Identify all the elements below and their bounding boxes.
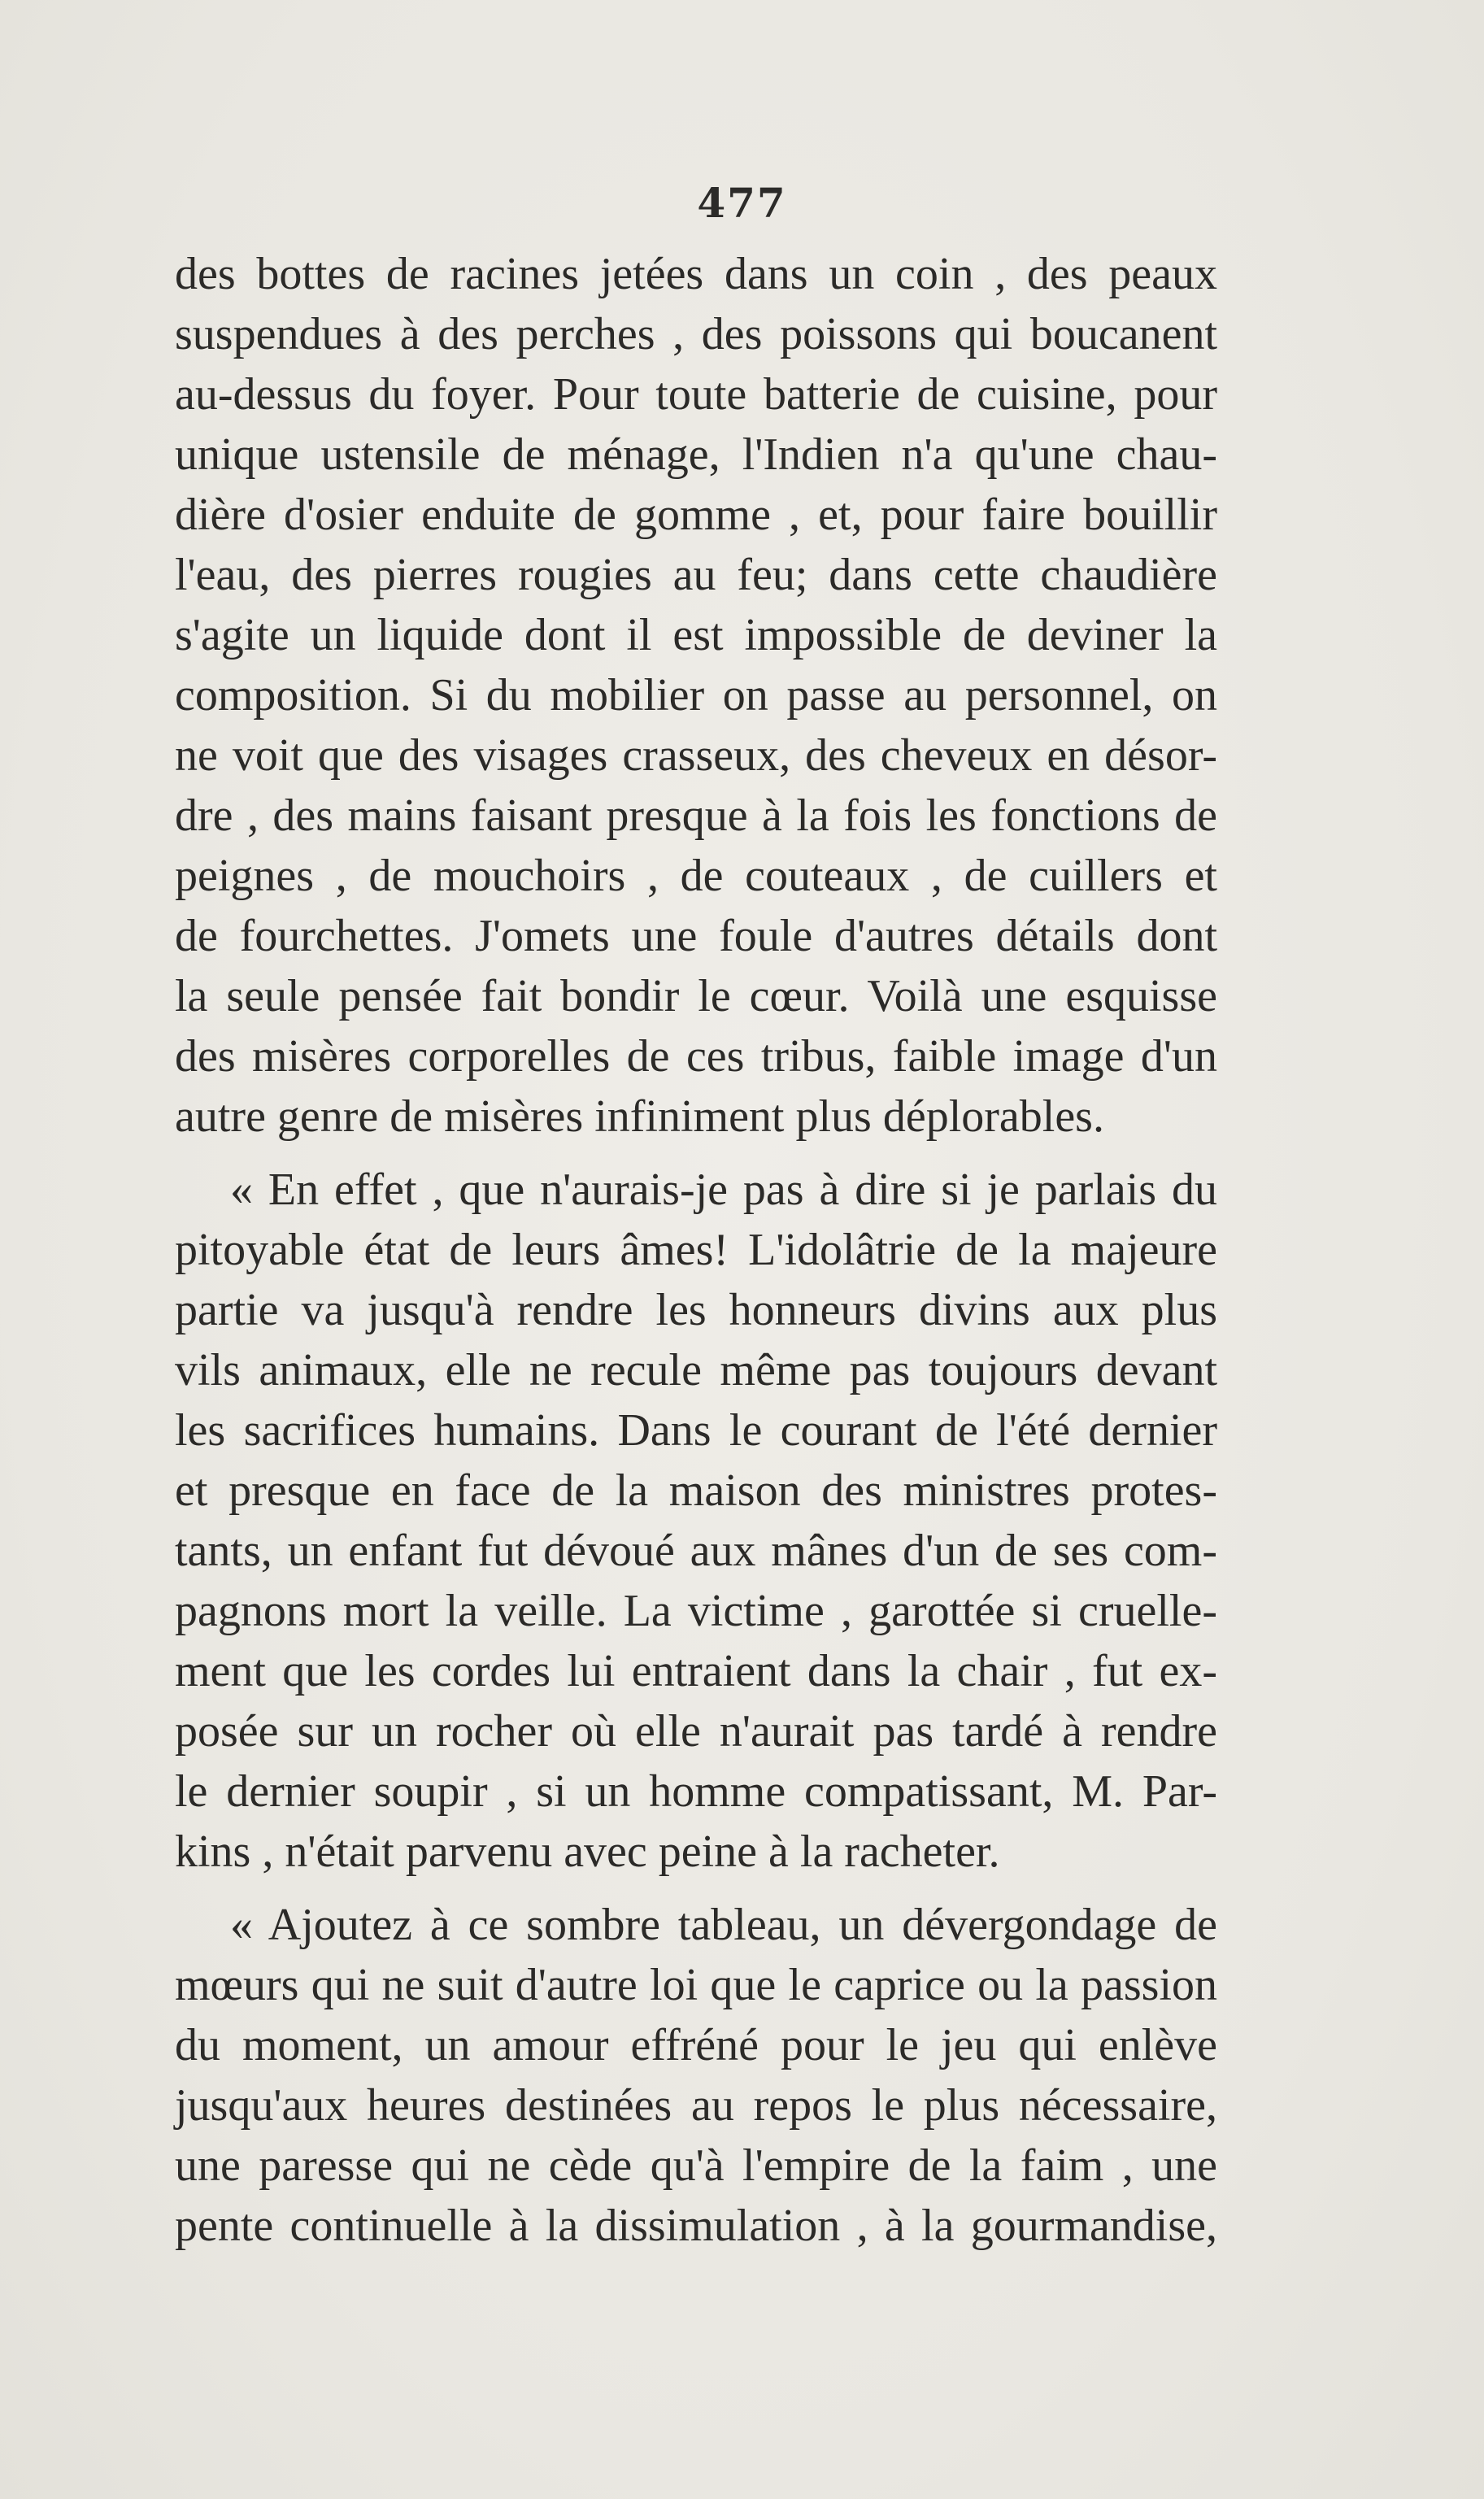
- text-line: pagnons mort la veille. La victime , garottée si cruelle-: [175, 1586, 1217, 1636]
- text-line: kins , n'était parvenu avec peine à la racheter.: [175, 1826, 1000, 1877]
- paragraph-3: [175, 1895, 1217, 2256]
- paragraph-2: [175, 1160, 1217, 1882]
- text-line: des bottes de racines jetées dans un coin , des peaux: [175, 249, 1217, 299]
- text-line: du moment, un amour effréné pour le jeu qui enlève: [175, 2020, 1217, 2070]
- text-line: unique ustensile de ménage, l'Indien n'a qu'une chau-: [175, 429, 1217, 480]
- text-line: et presque en face de la maison des ministres protes-: [175, 1465, 1217, 1516]
- page-number: 477: [697, 179, 787, 227]
- text-line: posée sur un rocher où elle n'aurait pas tardé à rendre: [175, 1706, 1217, 1757]
- text-line: jusqu'aux heures destinées au repos le plus nécessaire,: [175, 2080, 1217, 2131]
- text-line: la seule pensée fait bondir le cœur. Voilà une esquisse: [175, 971, 1217, 1021]
- text-line: les sacrifices humains. Dans le courant de l'été dernier: [175, 1405, 1217, 1456]
- text-line: vils animaux, elle ne recule même pas toujours devant: [175, 1345, 1217, 1395]
- text-line: l'eau, des pierres rougies au feu; dans cette chaudière: [175, 550, 1217, 600]
- text-line: ne voit que des visages crasseux, des cheveux en désor-: [175, 730, 1217, 781]
- text-line: ment que les cordes lui entraient dans la chair , fut ex-: [175, 1646, 1217, 1696]
- text-line: pitoyable état de leurs âmes! L'idolâtrie de la majeure: [175, 1225, 1217, 1275]
- text-line: de fourchettes. J'omets une foule d'autres détails dont: [175, 911, 1217, 961]
- text-line: autre genre de misères infiniment plus déplorables.: [175, 1091, 1104, 1142]
- text-line: mœurs qui ne suit d'autre loi que le caprice ou la passion: [175, 1960, 1217, 2010]
- text-line: dière d'osier enduite de gomme , et, pour faire bouillir: [175, 490, 1217, 540]
- text-line: pente continuelle à la dissimulation , à la gourmandise,: [175, 2201, 1217, 2251]
- text-line: « En effet , que n'aurais-je pas à dire si je parlais du: [230, 1165, 1217, 1215]
- text-line: une paresse qui ne cède qu'à l'empire de la faim , une: [175, 2140, 1217, 2191]
- text-line: suspendues à des perches , des poissons qui boucanent: [175, 309, 1217, 359]
- text-line: au-dessus du foyer. Pour toute batterie de cuisine, pour: [175, 369, 1217, 420]
- text-line: « Ajoutez à ce sombre tableau, un dévergondage de: [230, 1900, 1217, 1950]
- text-line: partie va jusqu'à rendre les honneurs divins aux plus: [175, 1285, 1217, 1335]
- paragraph-1: [175, 244, 1217, 1147]
- text-line: le dernier soupir , si un homme compatissant, M. Par-: [175, 1766, 1217, 1817]
- text-line: dre , des mains faisant presque à la fois les fonctions de: [175, 790, 1217, 841]
- text-line: des misères corporelles de ces tribus, faible image d'un: [175, 1031, 1217, 1082]
- text-line: peignes , de mouchoirs , de couteaux , de cuillers et: [175, 851, 1217, 901]
- body-text: [175, 244, 1217, 2256]
- text-line: tants, un enfant fut dévoué aux mânes d'un de ses com-: [175, 1526, 1217, 1576]
- text-line: composition. Si du mobilier on passe au personnel, on: [175, 670, 1217, 721]
- text-line: s'agite un liquide dont il est impossible de deviner la: [175, 610, 1217, 660]
